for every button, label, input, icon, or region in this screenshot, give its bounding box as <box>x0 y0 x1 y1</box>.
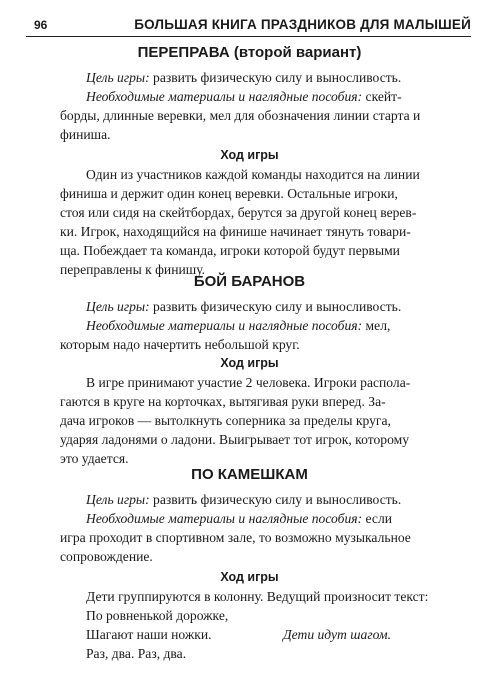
materials-label: Необходимые материалы и наглядные пособия: <box>86 318 363 333</box>
materials-text: скейт- <box>362 89 402 104</box>
goal-line <box>86 492 401 508</box>
goal-label: Цель игры: <box>86 492 150 507</box>
body-line: переправлены к финишу. <box>60 262 206 277</box>
goal-label: Цель игры: <box>86 299 150 314</box>
goal-line <box>86 299 401 315</box>
body-line: финиша и держит один конец веревки. Остальные игроки, <box>60 186 398 201</box>
body-line: Дети группируются в колонну. Ведущий произносит текст: <box>86 589 429 604</box>
section-title-boi-baranov: БОЙ БАРАНОВ <box>193 273 306 290</box>
subheading-game-course: Ход игры <box>220 570 279 584</box>
goal-text: развить физическую силу и выносливость. <box>149 299 402 314</box>
verse-line: Раз, два. Раз, два. <box>86 646 187 661</box>
materials-label: Необходимые материалы и наглядные пособия: <box>86 511 363 526</box>
goal-line <box>86 70 401 86</box>
materials-text: если <box>362 511 393 526</box>
goal-text: развить физическую силу и выносливость. <box>149 70 402 85</box>
materials-line <box>86 318 390 334</box>
materials-line <box>86 89 402 105</box>
page-header <box>26 14 471 37</box>
body-line: ща. Побеждает та команда, игроки которой будут первыми <box>60 243 400 258</box>
body-line: ударяя ладонями о ладони. Выигрывает тот игрок, которому <box>60 432 410 447</box>
body-line: Один из участников каждой команды находится на линии <box>86 167 420 182</box>
running-title: БОЛЬШАЯ КНИГА ПРАЗДНИКОВ ДЛЯ МАЛЫШЕЙ <box>134 17 471 32</box>
materials-line <box>86 511 392 527</box>
materials-line-3: финиша. <box>60 127 111 142</box>
materials-line-2: которым надо начертить небольшой круг. <box>60 337 300 352</box>
materials-line-3: сопровождение. <box>60 549 153 564</box>
verse-line: Шагают наши ножки. <box>86 627 212 642</box>
goal-text: развить физическую силу и выносливость. <box>149 492 402 507</box>
materials-line-2: игра проходит в спортивном зале, то возможно музыкальное <box>60 530 411 545</box>
body-line: стоя или сидя на скейтбордах, берутся за другой конец верев- <box>60 205 417 220</box>
body-line: это удается. <box>60 451 129 466</box>
stage-direction: Дети идут шагом. <box>283 627 391 642</box>
goal-label: Цель игры: <box>86 70 150 85</box>
subheading-game-course: Ход игры <box>220 148 279 162</box>
subheading-game-course: Ход игры <box>220 356 279 370</box>
materials-text: мел, <box>362 318 391 333</box>
page-number: 96 <box>34 18 48 32</box>
body-line: дача игроков — вытолкнуть соперника за пределы круга, <box>60 413 391 428</box>
body-line: гаются в круге на корточках, вытягивая руки вперед. За- <box>60 394 386 409</box>
section-title-po-kameshkam: ПО КАМЕШКАМ <box>191 466 308 483</box>
verse-line: По ровненькой дорожке, <box>86 608 229 623</box>
section-title-pereprava: ПЕРЕПРАВА (второй вариант) <box>137 44 362 61</box>
body-line: В игре принимают участие 2 человека. Игроки распола- <box>86 375 411 390</box>
body-line: ки. Игрок, находящийся на финише начинает тянуть товари- <box>60 224 411 239</box>
materials-label: Необходимые материалы и наглядные пособия: <box>86 89 363 104</box>
materials-line-2: борды, длинные веревки, мел для обозначения линии старта и <box>60 108 421 123</box>
